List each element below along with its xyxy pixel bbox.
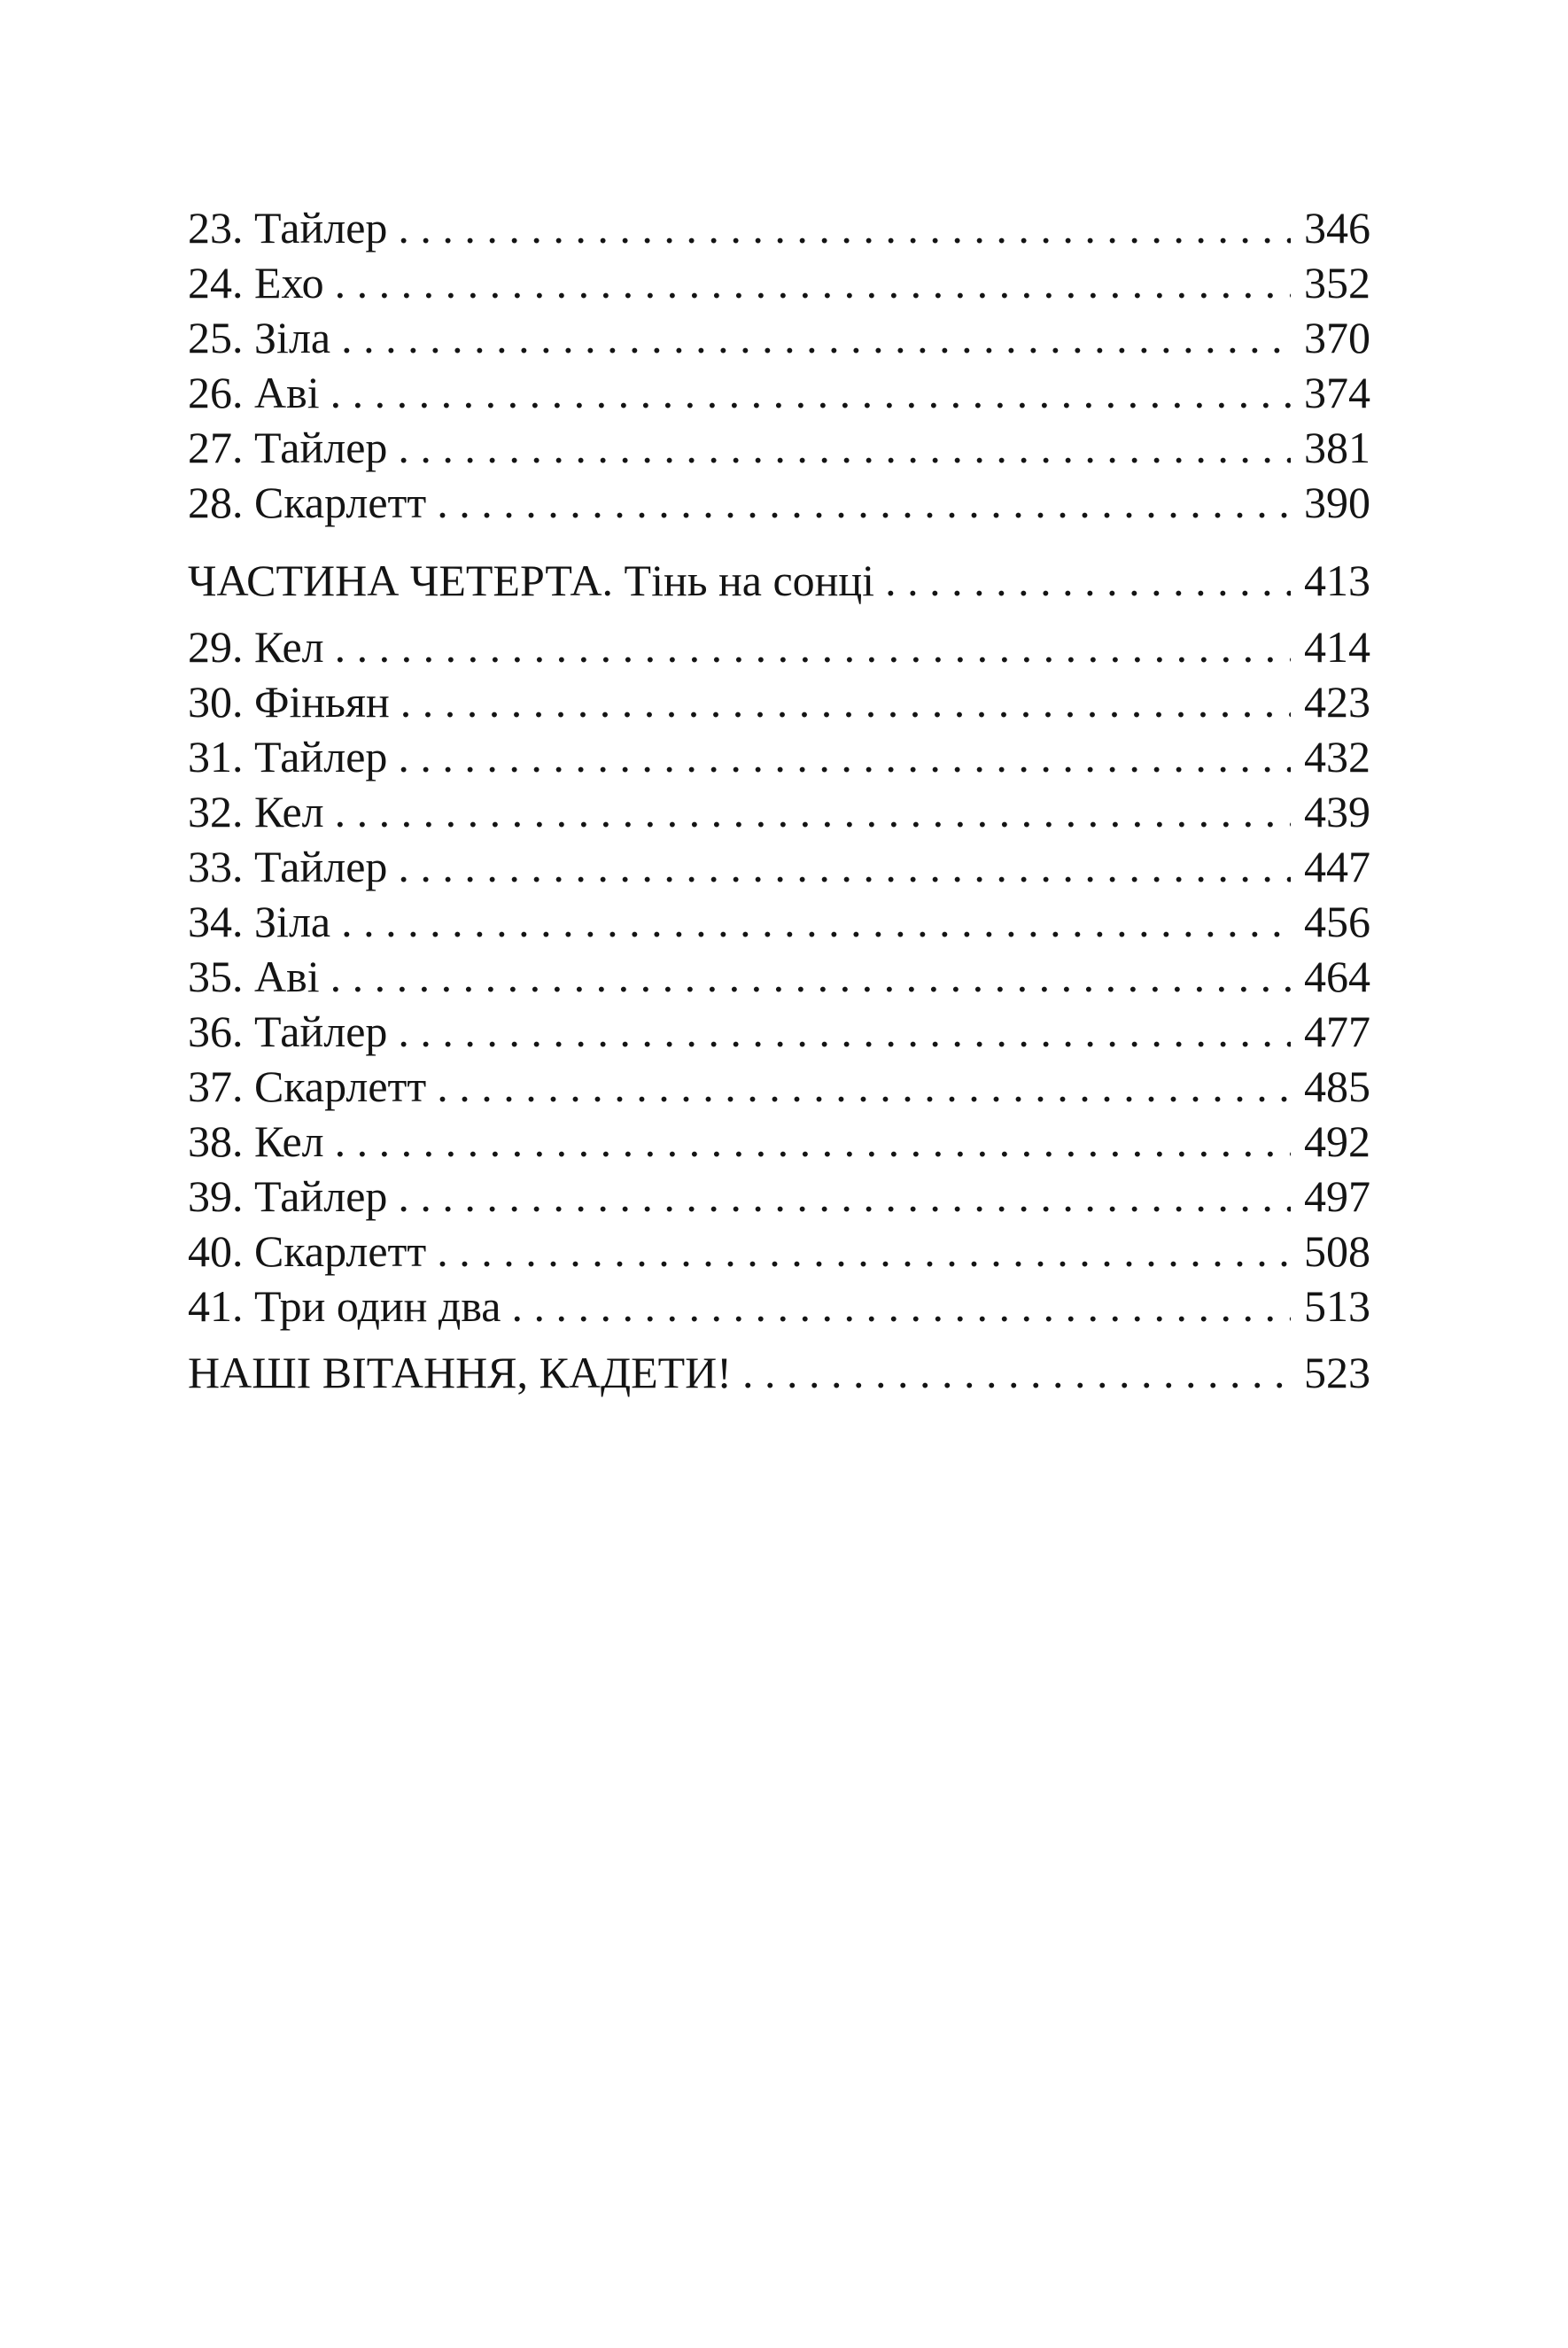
- toc-entry-label: 36. Тайлер: [188, 1007, 388, 1056]
- toc-entry-label: ЧАСТИНА ЧЕТЕРТА. Тінь на сонці: [188, 556, 875, 605]
- toc-row: [188, 475, 1370, 530]
- toc-entry-page: 513: [1304, 1281, 1370, 1331]
- toc-entry-page: 346: [1304, 203, 1370, 253]
- leader-dots: [341, 894, 1291, 949]
- toc-entry-label: 30. Фіньян: [188, 677, 390, 727]
- leader-dots: [512, 1279, 1292, 1333]
- toc-entry-label: 35. Аві: [188, 952, 320, 1001]
- toc-entry-page: 374: [1304, 368, 1370, 417]
- toc-entry-page: 432: [1304, 732, 1370, 781]
- toc-entry-page: 447: [1304, 842, 1370, 891]
- toc-row: [188, 1004, 1370, 1059]
- toc-entry-page: 492: [1304, 1116, 1370, 1166]
- leader-dots: [335, 255, 1291, 310]
- toc-row: [188, 1169, 1370, 1224]
- toc-entry-label: НАШІ ВІТАННЯ, КАДЕТИ!: [188, 1348, 732, 1397]
- toc-row: [188, 619, 1370, 674]
- leader-dots: [335, 619, 1291, 674]
- leader-dots: [330, 949, 1291, 1004]
- leader-dots: [335, 784, 1291, 839]
- toc-entry-label: 32. Кел: [188, 787, 324, 836]
- toc-row: [188, 949, 1370, 1004]
- leader-dots: [742, 1345, 1291, 1400]
- leader-dots: [330, 365, 1291, 420]
- leader-dots: [341, 310, 1291, 365]
- toc-entry-label: 27. Тайлер: [188, 423, 388, 472]
- toc-entry-page: 370: [1304, 313, 1370, 362]
- toc-entry-label: 39. Тайлер: [188, 1171, 388, 1221]
- toc-row: [188, 1279, 1370, 1333]
- toc-entry-page: 485: [1304, 1061, 1370, 1111]
- toc-entry-label: 25. Зіла: [188, 313, 331, 362]
- toc-entry-page: 439: [1304, 787, 1370, 836]
- toc-entry-page: 381: [1304, 423, 1370, 472]
- toc-row: [188, 420, 1370, 475]
- toc-entry-page: 477: [1304, 1007, 1370, 1056]
- toc-entry-page: 423: [1304, 677, 1370, 727]
- toc-entry-page: 414: [1304, 622, 1370, 672]
- toc-entry-page: 497: [1304, 1171, 1370, 1221]
- leader-dots: [335, 1114, 1291, 1169]
- toc-entry-label: 26. Аві: [188, 368, 320, 417]
- toc-entry-label: 23. Тайлер: [188, 203, 388, 253]
- leader-dots: [885, 553, 1291, 608]
- toc-row: [188, 200, 1370, 255]
- toc-row: [188, 894, 1370, 949]
- toc-entry-page: 464: [1304, 952, 1370, 1001]
- toc-row: [188, 784, 1370, 839]
- toc-entry-page: 508: [1304, 1226, 1370, 1276]
- leader-dots: [398, 1169, 1291, 1224]
- toc-entry-page: 523: [1304, 1348, 1370, 1397]
- toc-row: [188, 839, 1370, 894]
- toc-entry-label: 29. Кел: [188, 622, 324, 672]
- leader-dots: [398, 420, 1291, 475]
- toc-row: [188, 1224, 1370, 1279]
- leader-dots: [437, 1059, 1291, 1114]
- toc-entry-label: 41. Три один два: [188, 1281, 501, 1331]
- toc-entry-page: 413: [1304, 556, 1370, 605]
- toc-row: [188, 255, 1370, 310]
- table-of-contents: [188, 200, 1370, 1400]
- toc-row: [188, 1059, 1370, 1114]
- toc-entry-page: 390: [1304, 478, 1370, 527]
- toc-entry-label: 33. Тайлер: [188, 842, 388, 891]
- toc-entry-label: 34. Зіла: [188, 897, 331, 946]
- leader-dots: [398, 1004, 1291, 1059]
- toc-row: [188, 674, 1370, 729]
- toc-entry-label: 38. Кел: [188, 1116, 324, 1166]
- toc-row: [188, 1345, 1370, 1400]
- leader-dots: [398, 200, 1291, 255]
- toc-entry-label: 40. Скарлетт: [188, 1226, 427, 1276]
- leader-dots: [398, 729, 1291, 784]
- toc-entry-label: 28. Скарлетт: [188, 478, 427, 527]
- leader-dots: [398, 839, 1291, 894]
- toc-entry-label: 31. Тайлер: [188, 732, 388, 781]
- toc-entry-page: 352: [1304, 258, 1370, 307]
- leader-dots: [437, 475, 1291, 530]
- leader-dots: [400, 674, 1291, 729]
- toc-row: [188, 553, 1370, 608]
- toc-row: [188, 729, 1370, 784]
- leader-dots: [437, 1224, 1291, 1279]
- toc-row: [188, 1114, 1370, 1169]
- toc-entry-page: 456: [1304, 897, 1370, 946]
- toc-entry-label: 37. Скарлетт: [188, 1061, 427, 1111]
- toc-entry-label: 24. Ехо: [188, 258, 324, 307]
- toc-row: [188, 310, 1370, 365]
- toc-row: [188, 365, 1370, 420]
